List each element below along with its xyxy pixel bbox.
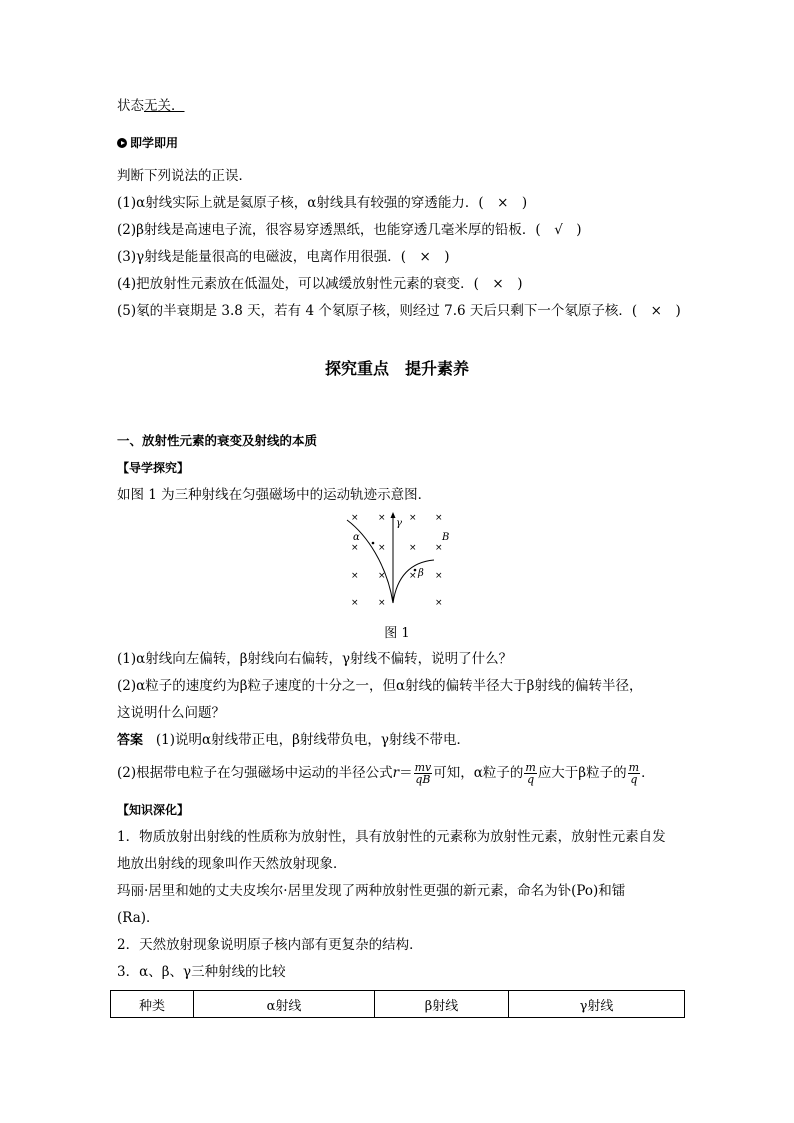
header-gamma: γ射线 [509, 991, 685, 1018]
section-title: 探究重点 提升素养 [324, 359, 469, 378]
field-cross: × [378, 571, 386, 581]
ratio-denominator: q [527, 773, 535, 786]
knowledge-p1-line-3: 玛丽·居里和她的丈夫皮埃尔·居里发现了两种放射性更强的新元素，命名为钋(Po)和镭 [117, 883, 626, 899]
practice-item-3: (3)γ射线是能量很高的电磁波，电离作用很强．( × ) [117, 249, 450, 265]
ratio-denominator: q [630, 773, 638, 786]
field-cross: × [435, 571, 443, 581]
figure-intro: 如图 1 为三种射线在匀强磁场中的运动轨迹示意图． [117, 487, 432, 503]
figure-caption: 图 1 [384, 626, 410, 641]
beta-mass-charge-ratio [628, 762, 640, 785]
knowledge-p2: 2．天然放射现象说明原子核内部有更复杂的结构． [117, 937, 423, 953]
field-cross: × [351, 543, 359, 553]
field-cross: × [378, 513, 386, 523]
beta-direction-dot [414, 569, 417, 572]
continuation-prefix: 状态 [117, 98, 144, 114]
play-icon [117, 138, 127, 148]
practice-label [117, 134, 178, 152]
answer-2-part1: (2)根据带电粒子在匀强磁场中运动的半径公式 [117, 765, 393, 781]
answer-2-part3: 应大于β粒子的 [537, 765, 627, 781]
continuation-line [117, 97, 185, 115]
knowledge-label: 【知识深化】 [117, 803, 190, 817]
knowledge-p1-line-4: (Ra)． [117, 910, 160, 926]
alpha-direction-dot [372, 542, 375, 545]
answer-1-text: (1)说明α射线带正电，β射线带负电，γ射线不带电． [155, 732, 471, 748]
radius-formula [414, 762, 433, 785]
answer-2-end: ． [641, 765, 655, 781]
knowledge-p1-line-1: 1．物质放射出射线的性质称为放射性，具有放射性的元素称为放射性元素，放射性元素自发 [117, 829, 666, 845]
gamma-label: γ [396, 518, 402, 529]
field-cross: × [435, 543, 443, 553]
magnetic-field-figure [342, 510, 452, 610]
beta-label: β [418, 568, 424, 579]
question-2-line-1: (2)α粒子的速度约为β粒子速度的十分之一，但α射线的偏转半径大于β射线的偏转半径， [117, 678, 643, 694]
gamma-arrow [391, 512, 396, 518]
knowledge-p1-line-2: 地放出射线的现象叫作天然放射现象． [117, 856, 347, 872]
formula-numerator: mv [414, 761, 432, 774]
answer-2-part2: 可知，α粒子的 [433, 765, 524, 781]
part1-heading: 一、放射性元素的衰变及射线的本质 [117, 433, 318, 448]
answer-2 [117, 762, 655, 785]
field-cross: × [435, 598, 443, 608]
field-cross: × [409, 543, 417, 553]
guide-label: 【导学探究】 [117, 461, 190, 475]
equals-sign: ＝ [399, 765, 413, 781]
field-cross: × [378, 598, 386, 608]
practice-item-5: (5)氡的半衰期是 3.8 天，若有 4 个氡原子核，则经过 7.6 天后只剩下一个氡原子核．( × ) [117, 303, 681, 319]
header-type: 种类 [111, 991, 194, 1018]
alpha-mass-charge-ratio [524, 762, 536, 785]
formula-denominator: qB [415, 773, 431, 786]
field-label: B [442, 532, 450, 543]
field-cross: × [409, 571, 417, 581]
header-beta: β射线 [375, 991, 509, 1018]
field-cross: × [351, 598, 359, 608]
table-header-row [111, 991, 685, 1018]
ray-comparison-table [110, 990, 685, 1018]
field-cross: × [378, 543, 386, 553]
practice-label-text: 即学即用 [130, 136, 179, 150]
field-cross: × [409, 513, 417, 523]
alpha-label: α [353, 532, 360, 543]
answer-1 [117, 731, 470, 750]
practice-item-4: (4)把放射性元素放在低温处，可以减缓放射性元素的衰变．( × ) [117, 276, 523, 292]
ratio-numerator: m [525, 761, 536, 774]
radius-symbol: r [392, 765, 400, 781]
beta-ray-path [393, 560, 434, 603]
field-cross: × [351, 513, 359, 523]
continuation-underlined: 无关． [144, 98, 185, 114]
field-cross: × [351, 571, 359, 581]
header-alpha: α射线 [194, 991, 375, 1018]
ratio-numerator: m [628, 761, 640, 774]
field-cross: × [435, 513, 443, 523]
question-2-line-2: 这说明什么问题？ [117, 705, 225, 721]
practice-item-2: (2)β射线是高速电子流，很容易穿透黑纸，也能穿透几毫米厚的铅板．( √ ) [117, 222, 582, 238]
practice-item-1: (1)α射线实际上就是氦原子核，α射线具有较强的穿透能力．( × ) [117, 195, 528, 211]
practice-instruction: 判断下列说法的正误． [117, 168, 252, 184]
knowledge-p3: 3．α、β、γ三种射线的比较 [117, 964, 286, 980]
question-1: (1)α射线向左偏转，β射线向右偏转，γ射线不偏转，说明了什么？ [117, 651, 513, 667]
answer-label: 答案 [117, 733, 144, 748]
